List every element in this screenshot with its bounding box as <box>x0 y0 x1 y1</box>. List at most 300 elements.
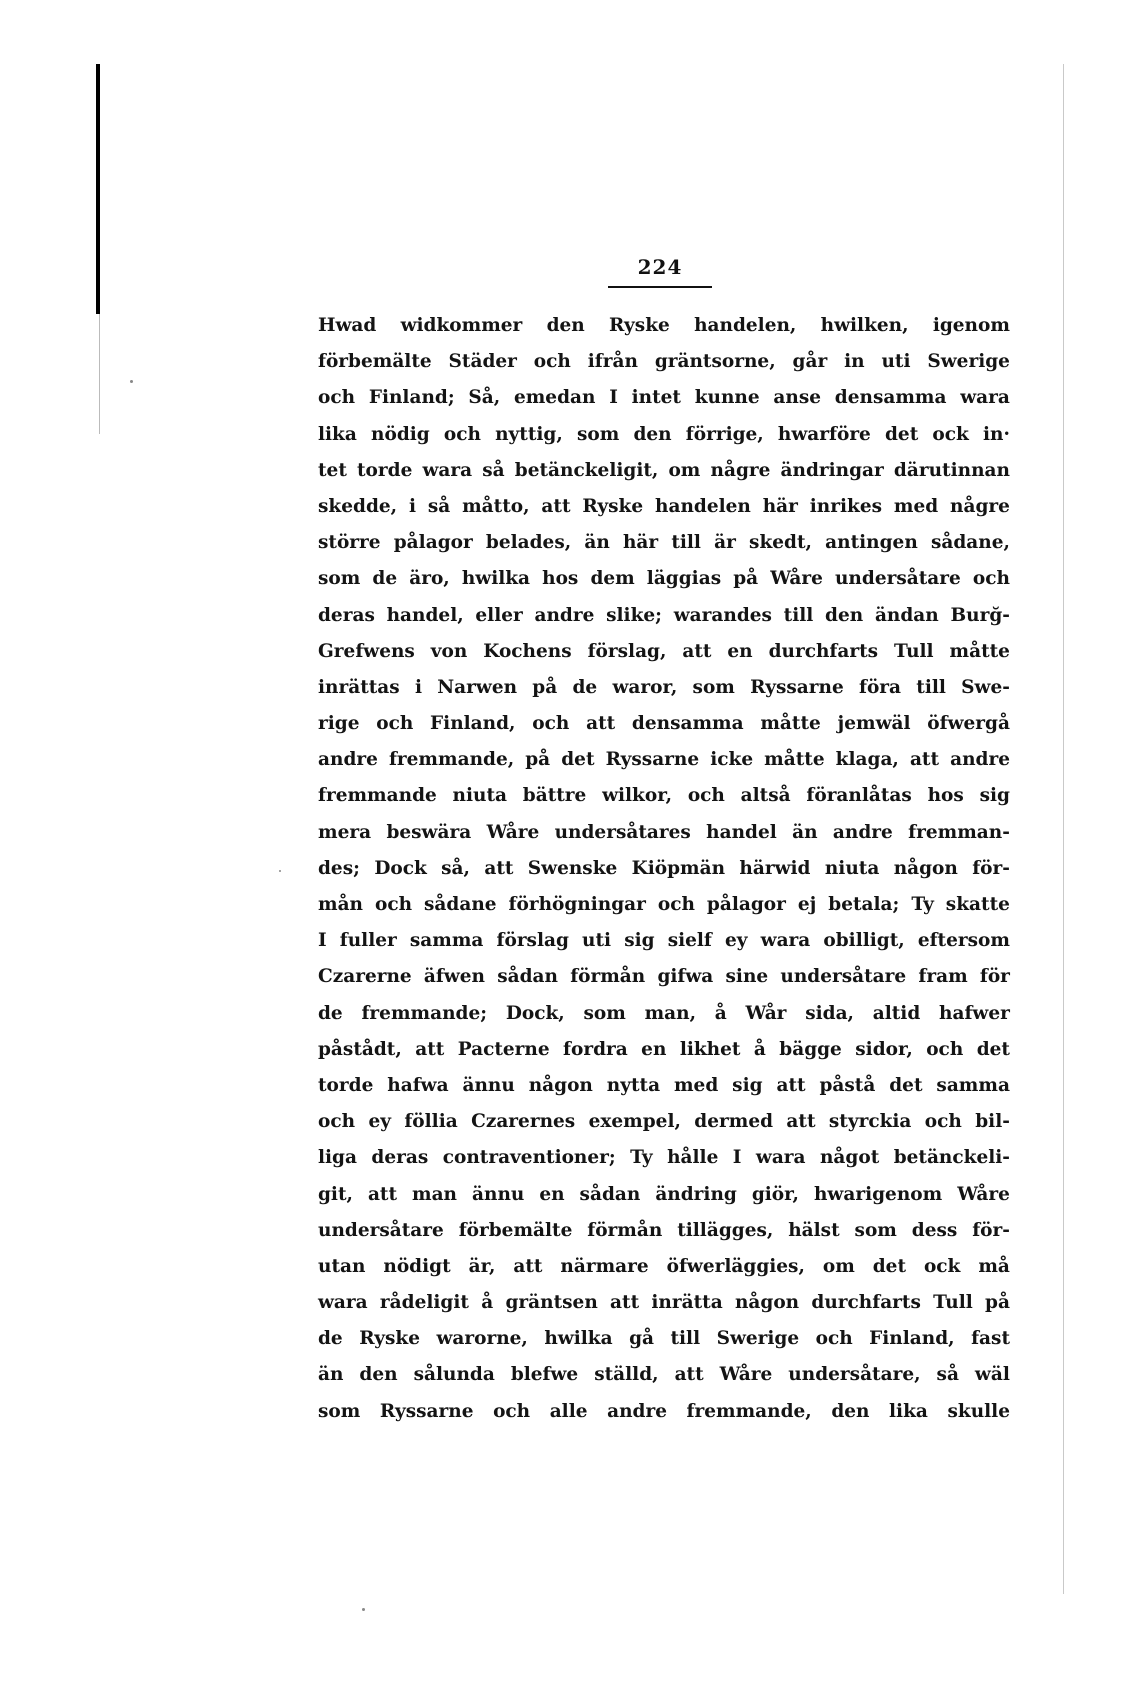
word: den <box>633 423 672 445</box>
word: warandes <box>673 604 772 626</box>
word: förmån <box>587 1219 663 1241</box>
word: förbemälte <box>318 351 432 373</box>
word: nyttig, <box>495 423 563 445</box>
word: för- <box>972 857 1010 879</box>
word: den <box>831 1400 870 1422</box>
word: hwilken, <box>820 315 909 336</box>
word: utan <box>318 1255 366 1277</box>
word: och <box>376 713 414 735</box>
word: waror, <box>612 676 678 698</box>
word: ändringar <box>780 459 884 481</box>
text-line <box>318 1068 1010 1104</box>
word: exempel, <box>588 1111 681 1133</box>
word: förmån <box>570 966 646 988</box>
word: densamma <box>834 387 947 409</box>
word: å <box>481 1292 494 1314</box>
word: äro, <box>409 568 450 590</box>
word: som <box>692 676 735 698</box>
word: fordra <box>563 1038 628 1060</box>
word: det <box>889 1074 923 1096</box>
word: Swerige <box>927 351 1010 373</box>
text-line <box>318 1104 1010 1140</box>
word: förslag, <box>587 640 667 662</box>
text-line <box>318 344 1010 380</box>
word: von <box>430 640 468 662</box>
word: niuta <box>452 785 508 807</box>
word: Ty <box>630 1147 653 1169</box>
word: och <box>318 387 356 409</box>
word: betänckeli- <box>893 1147 1010 1169</box>
word: ey <box>725 930 748 952</box>
text-line <box>318 380 1010 416</box>
word: öfwerläggies, <box>666 1255 805 1277</box>
word: sig <box>979 785 1010 807</box>
word: I <box>318 930 327 952</box>
word: att <box>484 857 514 879</box>
word: wara <box>760 930 811 952</box>
word: uti <box>881 351 911 373</box>
word: Ryssarne <box>379 1400 474 1422</box>
word: föllia <box>404 1111 458 1133</box>
page-number-rule <box>608 286 712 288</box>
word: närmare <box>560 1255 649 1277</box>
word: de <box>572 676 598 698</box>
word: och <box>532 713 570 735</box>
word: sig <box>624 930 655 952</box>
word: durchfarts <box>768 640 879 662</box>
word: wara <box>960 387 1010 409</box>
word: den <box>825 604 864 626</box>
word: så <box>936 1364 959 1386</box>
word: sådan <box>579 1183 641 1205</box>
word: att <box>610 1292 640 1314</box>
word: betala; <box>828 894 900 915</box>
word: Kiöpmän <box>631 857 726 879</box>
word: att <box>776 1074 806 1096</box>
word: ock <box>923 1255 961 1277</box>
word: nödigt <box>383 1255 451 1277</box>
word: på <box>525 749 551 771</box>
word: hwilka <box>461 568 531 590</box>
word: förbemälte <box>458 1219 573 1241</box>
word: i <box>414 676 422 698</box>
word: Ryske <box>359 1328 420 1350</box>
word: hos <box>927 785 964 807</box>
word: hafwer <box>939 1002 1010 1024</box>
text-line <box>318 1321 1010 1357</box>
word: bil- <box>975 1111 1010 1133</box>
word: ändan <box>874 604 939 626</box>
word: dermed <box>694 1111 774 1133</box>
scan-binding-edge-left <box>96 64 100 314</box>
word: med <box>893 495 939 517</box>
text-line <box>318 489 1010 525</box>
word: fremmande, <box>686 1400 812 1422</box>
word: samma <box>409 930 484 952</box>
word: i <box>408 495 416 517</box>
word: gräntsen <box>505 1292 598 1314</box>
word: likhet <box>679 1038 741 1060</box>
word: nytta <box>606 1074 661 1096</box>
word: I <box>609 387 618 409</box>
word: ännu <box>472 1183 525 1205</box>
word: deras <box>371 1147 429 1169</box>
word: ej <box>797 894 817 915</box>
text-line <box>318 1213 1010 1249</box>
word: man, <box>644 1002 697 1024</box>
word: dess <box>911 1219 958 1241</box>
word: å <box>714 1002 727 1024</box>
word: sålunda <box>413 1364 495 1386</box>
word: belades, <box>485 532 572 554</box>
word: föra <box>858 676 902 698</box>
word: som <box>576 423 620 445</box>
word: fremman- <box>908 821 1010 843</box>
word: som <box>854 1219 897 1241</box>
scan-speck <box>130 380 133 383</box>
word: och <box>443 423 481 445</box>
word: eller <box>475 604 523 626</box>
word: tillägges, <box>677 1219 774 1241</box>
word: dem <box>590 568 635 590</box>
word: jemwäl <box>837 713 911 735</box>
text-line <box>318 1177 1010 1213</box>
word: contraventioner; <box>442 1147 616 1169</box>
word: Dock <box>374 857 427 879</box>
word: Swenske <box>527 857 618 879</box>
word: undersåtare, <box>788 1364 921 1386</box>
word: handelen <box>655 495 751 517</box>
text-line <box>318 778 1010 814</box>
word: till <box>783 604 814 626</box>
word: de <box>318 1002 343 1024</box>
word: sådan <box>497 966 558 988</box>
word: undersåtare <box>780 966 907 988</box>
word: föranlåtas <box>806 785 912 807</box>
word: Tull <box>894 640 934 662</box>
word: handel, <box>386 604 464 626</box>
word: och <box>318 1111 356 1133</box>
word: gifwa <box>657 966 714 988</box>
word: altid <box>872 1002 921 1024</box>
word: liga <box>318 1147 357 1169</box>
word: Czarernes <box>471 1111 576 1133</box>
text-line <box>318 453 1010 489</box>
text-line <box>318 815 1010 851</box>
word: och <box>687 785 725 807</box>
text-line <box>318 996 1010 1032</box>
word: nödig <box>371 423 430 445</box>
word: Ryske <box>609 315 670 336</box>
word: Grefwens <box>318 640 415 662</box>
word: lika <box>318 423 357 445</box>
word: någon <box>528 1074 593 1096</box>
word: till <box>671 532 701 554</box>
word: wilkor, <box>602 785 673 807</box>
text-line <box>318 887 1010 923</box>
word: att <box>541 495 571 517</box>
word: altså <box>740 785 791 807</box>
text-line <box>318 1357 1010 1393</box>
word: Swe- <box>961 676 1010 698</box>
word: att <box>415 1038 445 1060</box>
word: torde <box>318 1074 374 1096</box>
word: en <box>727 640 753 662</box>
text-line <box>318 923 1010 959</box>
word: Pacterne <box>457 1038 550 1060</box>
word: Finland, <box>430 713 516 735</box>
word: undersåtares <box>554 821 691 843</box>
word: en <box>641 1038 667 1060</box>
word: en <box>539 1183 565 1205</box>
word: som <box>318 1400 361 1422</box>
word: Hwad <box>318 315 377 336</box>
word: och <box>374 894 413 915</box>
word: Swerige <box>716 1328 800 1350</box>
word: sådane <box>424 894 497 915</box>
word: de <box>318 1328 343 1350</box>
word: uti <box>582 930 612 952</box>
word: igenom <box>932 315 1010 336</box>
word: handelen, <box>694 315 797 336</box>
word: än <box>792 821 818 843</box>
word: Wåre <box>770 568 823 590</box>
word: för- <box>972 1219 1010 1241</box>
word: Ryssarne <box>750 676 844 698</box>
word: bägge <box>779 1038 842 1060</box>
word: hos <box>542 568 579 590</box>
word: så, <box>441 857 470 879</box>
word: att <box>909 749 940 771</box>
word: det <box>976 1038 1010 1060</box>
word: fremmande; <box>361 1002 488 1024</box>
word: som <box>318 568 361 590</box>
word: andre <box>607 1400 667 1422</box>
word: om <box>668 459 701 481</box>
word: öfwergå <box>927 713 1010 735</box>
word: till <box>670 1328 701 1350</box>
word: wara <box>755 1147 806 1169</box>
word: blefwe <box>510 1364 579 1386</box>
word: går <box>792 351 828 373</box>
word: rige <box>318 713 360 735</box>
word: skatte <box>945 894 1010 915</box>
word: är <box>714 532 736 554</box>
word: deras <box>318 604 375 626</box>
word: mån <box>318 894 364 915</box>
word: härwid <box>739 857 811 879</box>
word: till <box>916 676 946 698</box>
body-paragraph <box>318 308 1010 1430</box>
word: betänckeligit, <box>514 459 659 481</box>
word: handel <box>706 821 777 843</box>
word: wara <box>318 1292 368 1314</box>
word: på <box>532 676 558 698</box>
word: antingen <box>825 532 918 554</box>
word: och <box>815 1328 853 1350</box>
word: Städer <box>448 351 517 373</box>
text-line <box>318 1249 1010 1285</box>
word: sida, <box>805 1002 854 1024</box>
word: inrätta <box>651 1292 723 1314</box>
text-line <box>318 706 1010 742</box>
word: Finland; <box>368 387 455 409</box>
word: sielf <box>667 930 712 952</box>
word: ifrån <box>587 351 638 373</box>
page-number: 224 <box>637 255 683 279</box>
word: förrige, <box>685 423 764 445</box>
word: hålle <box>667 1147 719 1169</box>
word: Wåre <box>486 821 540 843</box>
word: in <box>844 351 865 373</box>
word: här <box>622 532 659 554</box>
scan-page-edge-right <box>1063 64 1064 1594</box>
word: slike; <box>606 604 662 626</box>
word: hwilka <box>544 1328 613 1350</box>
word: Wåre <box>719 1364 773 1386</box>
word: icke <box>710 749 754 771</box>
word: skedt, <box>749 532 812 554</box>
word: anse <box>773 387 822 409</box>
word: måtte <box>949 640 1010 662</box>
word: niuta <box>824 857 880 879</box>
word: git, <box>318 1183 353 1205</box>
word: förhögningar <box>508 894 646 915</box>
word: des; <box>318 857 360 879</box>
word: ock <box>932 423 969 445</box>
word: hälst <box>788 1219 840 1241</box>
word: andre <box>318 749 378 771</box>
text-line <box>318 525 1010 561</box>
word: wara <box>422 459 473 481</box>
word: in· <box>983 423 1010 445</box>
word: gå <box>629 1328 655 1350</box>
word: pålagor <box>706 894 786 915</box>
word: fremmande, <box>388 749 515 771</box>
word: för <box>979 966 1010 988</box>
word: pålagor <box>393 532 473 554</box>
word: så <box>482 459 505 481</box>
text-line <box>318 634 1010 670</box>
word: undersåtare <box>834 568 961 590</box>
word: att <box>513 1255 543 1277</box>
word: förslag <box>496 930 569 952</box>
word: widkommer <box>400 315 523 336</box>
word: alle <box>549 1400 588 1422</box>
word: att <box>367 1183 398 1205</box>
word: emedan <box>513 387 596 409</box>
word: påstådt, <box>318 1038 402 1060</box>
text-line <box>318 561 1010 597</box>
word: någre <box>710 459 771 481</box>
word: andre <box>950 749 1010 771</box>
word: de <box>372 568 398 590</box>
word: obilligt, <box>823 930 905 952</box>
word: än <box>584 532 610 554</box>
word: skedde, <box>318 495 398 517</box>
word: det <box>561 749 595 771</box>
text-line <box>318 742 1010 778</box>
word: klaga, <box>835 749 899 771</box>
text-line <box>318 959 1010 995</box>
word: ändring <box>655 1183 737 1205</box>
word: fremmande <box>318 785 437 807</box>
word: fuller <box>339 930 397 952</box>
word: med <box>673 1074 719 1096</box>
word: inrättas <box>318 676 400 698</box>
word: rådeligit <box>379 1292 469 1314</box>
word: Wår <box>745 1002 787 1024</box>
word: I <box>732 1147 742 1169</box>
word: densamma <box>631 713 744 735</box>
word: ännu <box>462 1074 515 1096</box>
word: andre <box>832 821 893 843</box>
word: Kochens <box>483 640 572 662</box>
text-line <box>318 851 1010 887</box>
word: än <box>318 1364 344 1386</box>
word: större <box>318 532 381 554</box>
word: måtto, <box>462 495 530 517</box>
word: måtte <box>760 713 821 735</box>
word: Czarerne <box>318 966 412 988</box>
word: sådane, <box>930 532 1010 554</box>
scan-speck <box>362 1608 365 1611</box>
word: ställd, <box>594 1364 659 1386</box>
text-line <box>318 1285 1010 1321</box>
word: att <box>786 1111 816 1133</box>
word: man <box>412 1183 458 1205</box>
word: den <box>546 315 585 336</box>
word: Ryssarne <box>605 749 700 771</box>
word: äfwen <box>423 966 485 988</box>
word: gräntsorne, <box>654 351 776 373</box>
word: styrckia <box>828 1111 912 1133</box>
word: att <box>682 640 712 662</box>
word: durchfarts <box>811 1292 921 1314</box>
word: torde <box>357 459 413 481</box>
word: tet <box>318 459 347 481</box>
word: sig <box>732 1074 763 1096</box>
word: på <box>985 1292 1010 1314</box>
scan-binding-edge-left-faint <box>99 314 100 434</box>
word: Ryske <box>582 495 644 517</box>
word: och <box>493 1400 531 1422</box>
word: att <box>674 1364 704 1386</box>
word: å <box>753 1038 766 1060</box>
text-line <box>318 1394 1010 1430</box>
word: påstå <box>819 1074 876 1096</box>
word: skulle <box>947 1400 1010 1422</box>
word: någon <box>893 857 958 879</box>
word: Wåre <box>957 1183 1010 1205</box>
word: mera <box>318 821 372 843</box>
word: ey <box>368 1111 391 1133</box>
word: samma <box>936 1074 1010 1096</box>
word: intet <box>631 387 681 409</box>
word: må <box>978 1255 1010 1277</box>
word: Dock, <box>505 1002 565 1024</box>
word: beswära <box>386 821 472 843</box>
word: är, <box>468 1255 496 1277</box>
word: sidor, <box>855 1038 913 1060</box>
word: undersåtare <box>318 1219 444 1241</box>
word: och <box>972 568 1010 590</box>
word: någre <box>950 495 1010 517</box>
word: läggias <box>646 568 722 590</box>
word: inrikes <box>809 495 883 517</box>
word: att <box>586 713 616 735</box>
word: hafwa <box>387 1074 449 1096</box>
